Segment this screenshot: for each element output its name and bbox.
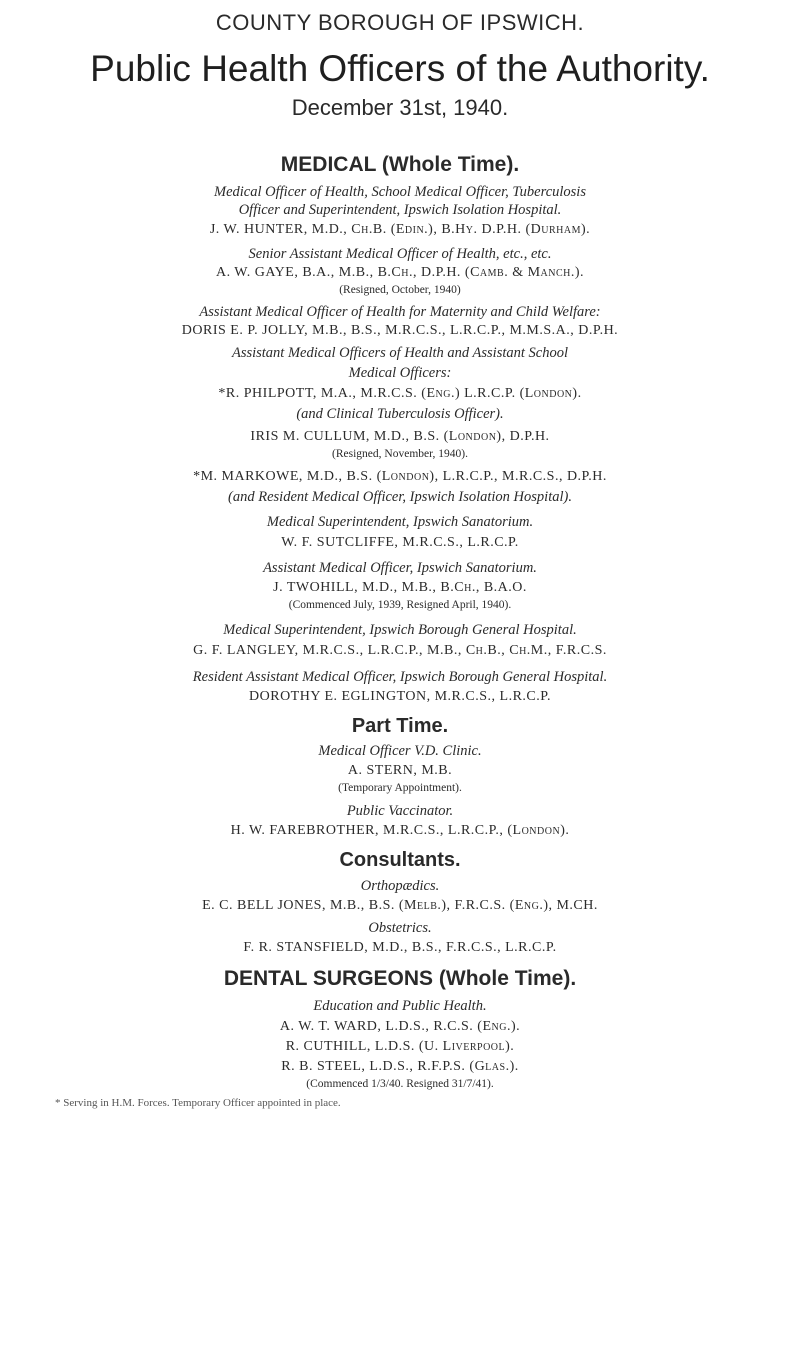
dentist-name: R. CUTHILL, L.D.S. (U. Liverpool). xyxy=(285,1039,515,1054)
officer-name: J. W. HUNTER, M.D., Ch.B. (Edin.), B.Hy. D.P.H. (Durham). xyxy=(209,222,591,237)
specialty-title: Obstetrics. xyxy=(368,920,432,936)
role-title: Officer and Superintendent, Ipswich Isolation Hospital. xyxy=(238,202,562,218)
page-title: Public Health Officers of the Authority. xyxy=(90,48,710,89)
dentist-name: R. B. STEEL, L.D.S., R.F.P.S. (Glas.). xyxy=(281,1059,519,1074)
section-heading-consultants: Consultants. xyxy=(339,849,461,871)
appointment-note: (Commenced July, 1939, Resigned April, 1940). xyxy=(288,599,512,611)
specialty-title: Orthopædics. xyxy=(360,878,440,894)
footnote: * Serving in H.M. Forces. Temporary Officer appointed in place. xyxy=(55,1097,341,1109)
role-title: Public Vaccinator. xyxy=(346,803,454,819)
officer-name: J. TWOHILL, M.D., M.B., B.Ch., B.A.O. xyxy=(273,580,527,595)
role-title: Assistant Medical Officer, Ipswich Sanatorium. xyxy=(263,560,537,576)
officer-name: A. STERN, M.B. xyxy=(347,763,453,778)
role-title: Education and Public Health. xyxy=(313,998,487,1014)
role-title: Medical Superintendent, Ipswich Sanatorium. xyxy=(266,514,534,530)
appointment-note: (Commenced 1/3/40. Resigned 31/7/41). xyxy=(306,1078,494,1090)
section-heading-medical: MEDICAL (Whole Time). xyxy=(280,153,520,176)
officer-name: DORIS E. P. JOLLY, M.B., B.S., M.R.C.S., L.R.C.P., M.M.S.A., D.P.H. xyxy=(181,323,619,338)
appointment-note: (Temporary Appointment). xyxy=(338,782,462,794)
role-title: Medical Officer V.D. Clinic. xyxy=(318,743,482,759)
officer-name: A. W. GAYE, B.A., M.B., B.Ch., D.P.H. (Camb. & Manch.). xyxy=(215,265,585,280)
consultant-name: E. C. BELL JONES, M.B., B.S. (Melb.), F.R.C.S. (Eng.), M.CH. xyxy=(202,898,598,913)
appointment-note: (Resigned, October, 1940) xyxy=(339,284,461,296)
officer-name: DOROTHY E. EGLINGTON, M.R.C.S., L.R.C.P. xyxy=(249,689,551,704)
officer-name: G. F. LANGLEY, M.R.C.S., L.R.C.P., M.B., Ch.B., Ch.M., F.R.C.S. xyxy=(193,643,607,658)
role-subtitle: (and Clinical Tuberculosis Officer). xyxy=(296,406,504,422)
role-title: Assistant Medical Officers of Health and Assistant School xyxy=(231,345,569,361)
section-heading-part-time: Part Time. xyxy=(351,715,449,737)
role-subtitle: (and Resident Medical Officer, Ipswich Isolation Hospital). xyxy=(228,489,572,505)
role-title: Medical Officer of Health, School Medical Officer, Tuberculosis xyxy=(214,184,586,200)
appointment-note: (Resigned, November, 1940). xyxy=(332,448,468,460)
officer-name: *R. PHILPOTT, M.A., M.R.C.S. (Eng.) L.R.C.P. (London). xyxy=(218,386,582,401)
dentist-name: A. W. T. WARD, L.D.S., R.C.S. (Eng.). xyxy=(279,1019,521,1034)
role-title: Medical Superintendent, Ipswich Borough General Hospital. xyxy=(223,622,577,638)
role-title: Senior Assistant Medical Officer of Health, etc., etc. xyxy=(248,246,552,262)
officer-name: IRIS M. CULLUM, M.D., B.S. (London), D.P.H. xyxy=(250,429,550,444)
borough-heading: COUNTY BOROUGH OF IPSWICH. xyxy=(215,10,585,35)
role-title: Medical Officers: xyxy=(348,365,452,381)
officer-name: W. F. SUTCLIFFE, M.R.C.S., L.R.C.P. xyxy=(281,535,519,550)
role-title: Assistant Medical Officer of Health for Maternity and Child Welfare: xyxy=(199,304,601,320)
role-title: Resident Assistant Medical Officer, Ipswich Borough General Hospital. xyxy=(192,669,608,685)
officer-name: H. W. FAREBROTHER, M.R.C.S., L.R.C.P., (London). xyxy=(230,823,570,838)
officer-name: *M. MARKOWE, M.D., B.S. (London), L.R.C.P., M.R.C.S., D.P.H. xyxy=(193,469,607,484)
consultant-name: F. R. STANSFIELD, M.D., B.S., F.R.C.S., L.R.C.P. xyxy=(243,940,557,955)
report-date: December 31st, 1940. xyxy=(291,95,509,120)
section-heading-dental: DENTAL SURGEONS (Whole Time). xyxy=(223,967,577,990)
